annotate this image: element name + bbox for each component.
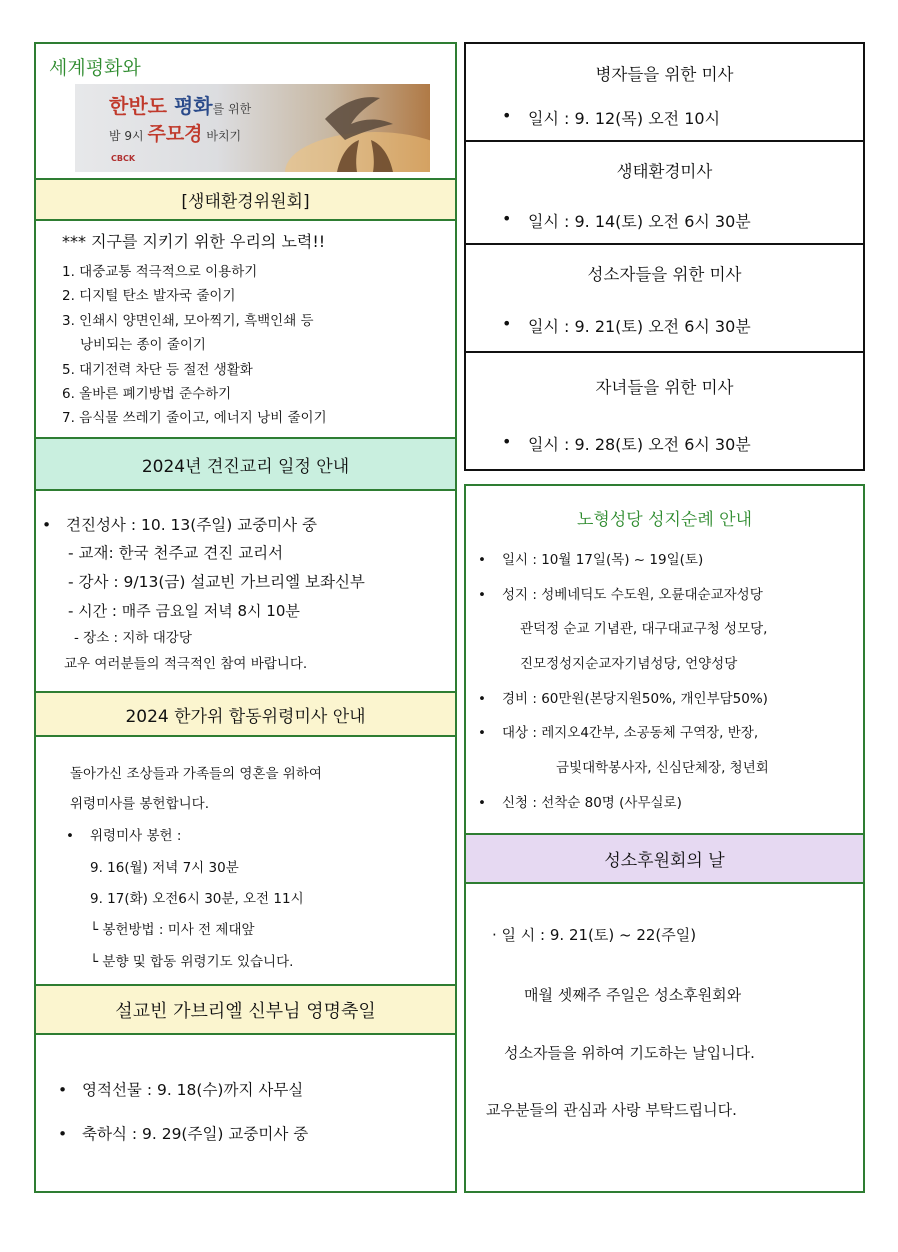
- masses-box: [464, 42, 865, 471]
- catechism-line-4: - 시간 : 매주 금요일 저녁 8시 10분: [68, 602, 300, 620]
- eco-item-3: 3. 인쇄시 양면인쇄, 모아찍기, 흑백인쇄 등: [62, 313, 314, 329]
- mass-4: [466, 353, 863, 469]
- pilgrimage-line-3: 관덕정 순교 기념관, 대구대교구청 성모당,: [520, 621, 768, 637]
- peace-prayer-banner: [75, 84, 430, 172]
- catechism-line-3: - 강사 : 9/13(금) 설교빈 가브리엘 보좌신부: [68, 573, 365, 591]
- eco-item-5: 5. 대기전력 차단 등 절전 생활화: [62, 362, 253, 378]
- vocation-line-4: 교우분들의 관심과 사랑 부탁드립니다.: [486, 1101, 737, 1119]
- chuseok-line-2: 위령미사를 봉헌합니다.: [70, 796, 209, 812]
- eco-item-2: 2. 디지털 탄소 발자국 줄이기: [62, 288, 236, 304]
- vocation-header: 성소후원회의 날: [466, 833, 863, 884]
- pilgrimage-line-4: 진모정성지순교자기념성당, 언양성당: [520, 656, 738, 672]
- banner-text-offer: 바치기: [206, 129, 242, 143]
- eco-committee-header: [생태환경위원회]: [36, 178, 455, 221]
- chuseok-line-5: 9. 17(화) 오전6시 30분, 오전 11시: [90, 891, 304, 907]
- banner-text-korean-peninsula: 한반도: [109, 94, 167, 118]
- banner-text-for: 를 위한: [212, 102, 252, 116]
- catechism-line-1: • 견진성사 : 10. 13(주일) 교중미사 중: [66, 516, 317, 535]
- mass-2-title: 생태환경미사: [616, 162, 713, 181]
- chuseok-line-3: • 위령미사 봉헌 :: [90, 828, 181, 844]
- vocation-line-1: · 일 시 : 9. 21(토) ~ 22(주일): [492, 926, 697, 944]
- mass-4-title: 자녀들을 위한 미사: [595, 378, 734, 397]
- banner-text-9pm: 밤 9시: [109, 129, 144, 143]
- cbck-logo: CBCK: [111, 154, 136, 163]
- banner-line2: [109, 123, 241, 146]
- eco-item-6: 6. 올바른 폐기방법 준수하기: [62, 386, 232, 402]
- catechism-line-5: - 장소 : 지하 대강당: [74, 630, 192, 646]
- pilgrimage-vocation-box: [464, 484, 865, 1193]
- feast-line-2: • 축하식 : 9. 29(주일) 교중미사 중: [82, 1125, 308, 1144]
- mass-3: [466, 245, 863, 353]
- banner-text-prayer: 주모경: [147, 123, 203, 145]
- chuseok-line-4: 9. 16(월) 저녁 7시 30분: [90, 860, 239, 876]
- pilgrimage-line-8: • 신청 : 선착순 80명 (사무실로): [502, 795, 682, 811]
- mass-1: [466, 44, 863, 142]
- eco-item-7: 7. 음식물 쓰레기 줄이고, 에너지 낭비 줄이기: [62, 410, 327, 426]
- pilgrimage-title: 노형성당 성지순례 안내: [576, 510, 753, 530]
- chuseok-line-6: └ 봉헌방법 : 미사 전 제대앞: [90, 922, 255, 938]
- banner-text-peace: 평화: [173, 94, 213, 118]
- eco-intro: *** 지구를 지키기 위한 우리의 노력!!: [62, 232, 326, 251]
- chuseok-header: 2024 한가위 합동위령미사 안내: [36, 691, 455, 737]
- pilgrimage-line-7: 금빛대학봉사자, 신심단체장, 청년회: [556, 760, 769, 776]
- eco-item-1: 1. 대중교통 적극적으로 이용하기: [62, 264, 258, 280]
- pilgrimage-line-2: • 성지 : 성베네딕도 수도원, 오륜대순교자성당: [502, 587, 763, 603]
- mass-1-title: 병자들을 위한 미사: [595, 65, 734, 84]
- feast-line-1: • 영적선물 : 9. 18(수)까지 사무실: [82, 1081, 303, 1100]
- world-peace-title: 세계평화와: [49, 57, 141, 79]
- feast-header: 설교빈 가브리엘 신부님 영명축일: [36, 984, 455, 1035]
- catechism-line-6: 교우 여러분들의 적극적인 참여 바랍니다.: [64, 656, 308, 672]
- mass-2: [466, 142, 863, 245]
- mass-4-time: • 일시 : 9. 28(토) 오전 6시 30분: [528, 432, 751, 455]
- mass-3-time: • 일시 : 9. 21(토) 오전 6시 30분: [528, 314, 751, 337]
- mass-3-title: 성소자들을 위한 미사: [587, 265, 742, 284]
- left-column: [34, 42, 457, 1193]
- chuseok-line-1: 돌아가신 조상들과 가족들의 영혼을 위하여: [70, 766, 322, 782]
- pilgrimage-line-1: • 일시 : 10월 17일(목) ~ 19일(토): [502, 552, 703, 568]
- vocation-line-3: 성소자들을 위하여 기도하는 날입니다.: [504, 1044, 755, 1062]
- eco-item-3-cont: 낭비되는 종이 줄이기: [80, 337, 206, 353]
- mass-1-time: • 일시 : 9. 12(목) 오전 10시: [528, 106, 720, 129]
- vocation-line-2: 매월 셋째주 주일은 성소후원회와: [524, 986, 742, 1004]
- chuseok-line-7: └ 분향 및 합동 위령기도 있습니다.: [90, 954, 294, 970]
- catechism-line-2: - 교재: 한국 천주교 견진 교리서: [68, 544, 284, 562]
- banner-line1: [109, 94, 251, 118]
- catechism-header: 2024년 견진교리 일정 안내: [36, 437, 455, 491]
- pilgrimage-line-5: • 경비 : 60만원(본당지원50%, 개인부담50%): [502, 691, 768, 707]
- mass-2-time: • 일시 : 9. 14(토) 오전 6시 30분: [528, 209, 751, 232]
- pilgrimage-line-6: • 대상 : 레지오4간부, 소공동체 구역장, 반장,: [502, 725, 758, 741]
